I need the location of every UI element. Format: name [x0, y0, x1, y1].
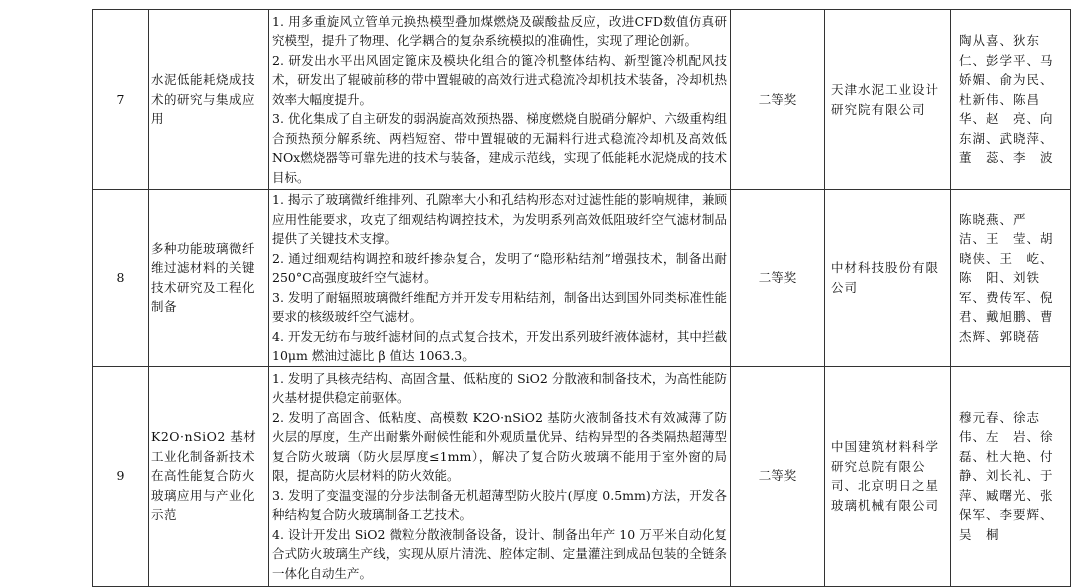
- project-content: [269, 366, 731, 586]
- content-point: 1. 揭示了玻璃微纤维排列、孔隙率大小和孔结构形态对过滤性能的影响规律，兼顾应用性能要求，攻克了细观结构调控技术，为发明系列高效低阻玻纤空气滤材制品提供了关键技术支撑。: [272, 192, 727, 246]
- award-level: 二等奖: [731, 190, 825, 367]
- table-row: [93, 366, 1071, 586]
- content-point: 3. 发明了耐辐照玻璃微纤维配方并开发专用粘结剂，制备出达到国外同类标准性能要求的核级玻纤空气滤材。: [272, 289, 727, 324]
- row-number: 9: [93, 366, 149, 586]
- contributors: 陶从喜、狄东仁、彭学平、马娇媚、俞为民、杜新伟、陈昌华、赵 亮、向东湖、武晓萍、董 蕊、李 波: [951, 10, 1071, 190]
- contributors: 穆元春、徐志伟、左 岩、徐 磊、杜大艳、付 静、刘长礼、于 萍、臧曙光、张保军、李要辉、吴 桐: [951, 366, 1071, 586]
- award-level: 二等奖: [731, 10, 825, 190]
- content-point: 2. 发明了高固含、低粘度、高模数 K2O·nSiO2 基防火液制备技术有效减薄了防火层的厚度，生产出耐紫外耐候性能和外观质量优异、结构异型的各类隔热超薄型复合防火玻璃（防火层厚度≤1mm），解决了复合防火玻璃不能用于室外窗的局限，提高防火层材料的防火效能。: [272, 409, 727, 484]
- organization: 中材科技股份有限公司: [825, 190, 951, 367]
- content-point: 4. 设计开发出 SiO2 微粒分散液制备设备，设计、制备出年产 10 万平米自动化复合式防火玻璃生产线，实现从原片清洗、腔体定制、定量灌注到成品包装的全链条一体化自动生产。: [272, 526, 727, 581]
- project-content: [269, 190, 731, 367]
- award-level: 二等奖: [731, 366, 825, 586]
- project-name: 多种功能玻璃微纤维过滤材料的关键技术研究及工程化制备: [149, 190, 269, 367]
- content-point: 1. 用多重旋风立管单元换热模型叠加煤燃烧及碳酸盐反应，改进CFD数值仿真研究模型，提升了物理、化学耦合的复杂系统模拟的准确性，实现了理论创新。: [272, 13, 727, 49]
- table-row: [93, 190, 1071, 367]
- row-number: 7: [93, 10, 149, 190]
- content-point: 3. 发明了变温变湿的分步法制备无机超薄型防火胶片(厚度 0.5mm)方法，开发各种结构复合防火玻璃制备工艺技术。: [272, 487, 727, 523]
- content-point: 1. 发明了具核壳结构、高固含量、低粘度的 SiO2 分散液和制备技术，为高性能防火基材提供稳定前驱体。: [272, 370, 727, 406]
- content-point: 3. 优化集成了自主研发的弱涡旋高效预热器、梯度燃烧自脱硝分解炉、六级重构组合预热预分解系统、两档短窑、带中置辊破的无漏料行进式稳流冷却机及高效低NOx燃烧器等可靠先进的技术与装备，建成示范线，实现了低能耗水泥烧成的技术目标。: [272, 111, 727, 185]
- content-point: 2. 通过细观结构调控和玻纤掺杂复合，发明了“隐形粘结剂”增强技术，制备出耐 250°C高强度玻纤空气滤材。: [272, 250, 727, 285]
- content-point: 4. 开发无纺布与玻纤滤材间的点式复合技术，开发出系列玻纤液体滤材，其中拦截 10μm 燃油过滤比 β 值达 1063.3。: [272, 328, 727, 363]
- project-name: K2O·nSiO2 基材工业化制备新技术在高性能复合防火玻璃应用与产业化示范: [149, 366, 269, 586]
- row-number: 8: [93, 190, 149, 367]
- organization: 中国建筑材料科学研究总院有限公司、北京明日之星玻璃机械有限公司: [825, 366, 951, 586]
- table-row: [93, 10, 1071, 190]
- content-point: 2. 研发出水平出风固定篦床及模块化组合的篦冷机整体结构、新型篦冷机配风技术，研发出了辊破前移的带中置辊破的高效行进式稳流冷却机技术装备，冷却机热效率大幅度提升。: [272, 52, 727, 107]
- project-content: [269, 10, 731, 190]
- organization: 天津水泥工业设计研究院有限公司: [825, 10, 951, 190]
- project-name: 水泥低能耗烧成技术的研究与集成应用: [149, 10, 269, 190]
- awards-table: [92, 9, 1071, 587]
- contributors: 陈晓燕、严 洁、王 莹、胡晓侠、王 屹、陈 阳、刘铁军、费传军、倪 君、戴旭鹏、曹杰辉、郭晓蓓: [951, 190, 1071, 367]
